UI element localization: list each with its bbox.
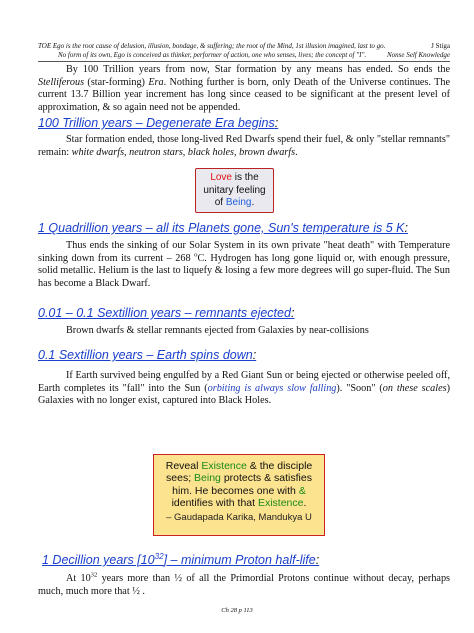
quote-attribution: – Gaudapada Karika, Mandukya U [166,512,312,524]
love-quote-box: Love is the unitary feeling of Being. [195,168,274,213]
page-footer: Ch 28 p 113 [221,607,253,614]
paragraph-earth-fall: If Earth survived being engulfed by a Red Giant Sun or being ejected or otherwise peeled off, Earth completes its "fall" into the Sun (orbiting is always slow falling). "Soon" (on these scales) Galaxies with no longer exist, captured into Black Holes. [38,370,450,407]
heading-remnants-ejected: 0.01 – 0.1 Sextillion years – remnants ejected: [38,306,295,320]
paragraph-remnants-ejected: Brown dwarfs & stellar remnants ejected from Galaxies by near-collisions [66,325,369,336]
paragraph-heat-death: Thus ends the sinking of our Solar System in its own private "heat death" with Temperature sinking down from its current – 268 $^o$C. Hydrogen has long gone liquid or, with enough pressure, solid metallic. Helium is the last to liquefy & losing a few more degrees will go super-fluid. The Sun has become a Black Dwarf. [38,240,450,289]
paragraph-degenerate-era: Star formation ended, those long-lived Red Dwarfs spend their fuel, & only "stellar remnants" remain: white dwarfs, neutron stars, black holes, brown dwarfs. [38,134,450,158]
heading-quadrillion-years: 1 Quadrillion years – all its Planets gone, Sun's temperature is 5 K: [38,221,408,235]
heading-proton-half-life: 1 Decillion years $[10^{32}]$ – minimum Proton half-life: [42,551,320,567]
header-line2-right: Nonse Self Knowledge [387,51,450,59]
header-author: J Stiga [431,42,450,50]
running-header [38,42,450,60]
paragraph-proton-decay: At $10^{32}$ years more than ½ of all the Primordial Protons continue without decay, perhaps much, much more that ½ . [38,571,450,597]
existence-quote-box: Reveal Existence & the disciple sees; Being protects & satisfies him. He becomes one with & identifies with that Existence. – Gaudapada Karika, Mandukya U [153,454,325,536]
header-rule [38,61,450,62]
heading-degenerate-era: 100 Trillion years – Degenerate Era begins: [38,116,279,130]
heading-earth-spins-down: 0.1 Sextillion years – Earth spins down: [38,348,257,362]
header-line1-left: TOE Ego is the root cause of delusion, illusion, bondage, & suffering; the root of the Mind, 1st illusion imagined, last to go. [38,42,386,50]
header-line2-left: No form of its own, Ego is conceived as thinker, performer of action, one who senses, lives; the concept of "I". [58,51,367,59]
paragraph-stelliferous: By 100 Trillion years from now, Star formation by any means has ended. So ends the Stelliferous (star-forming) Era. Nothing further is born, only Death of the Universe continues. The current 13.7 Billion year increment has long since ceased to be significant at the present level of approximation, & so again need not be appended. [38,64,450,113]
